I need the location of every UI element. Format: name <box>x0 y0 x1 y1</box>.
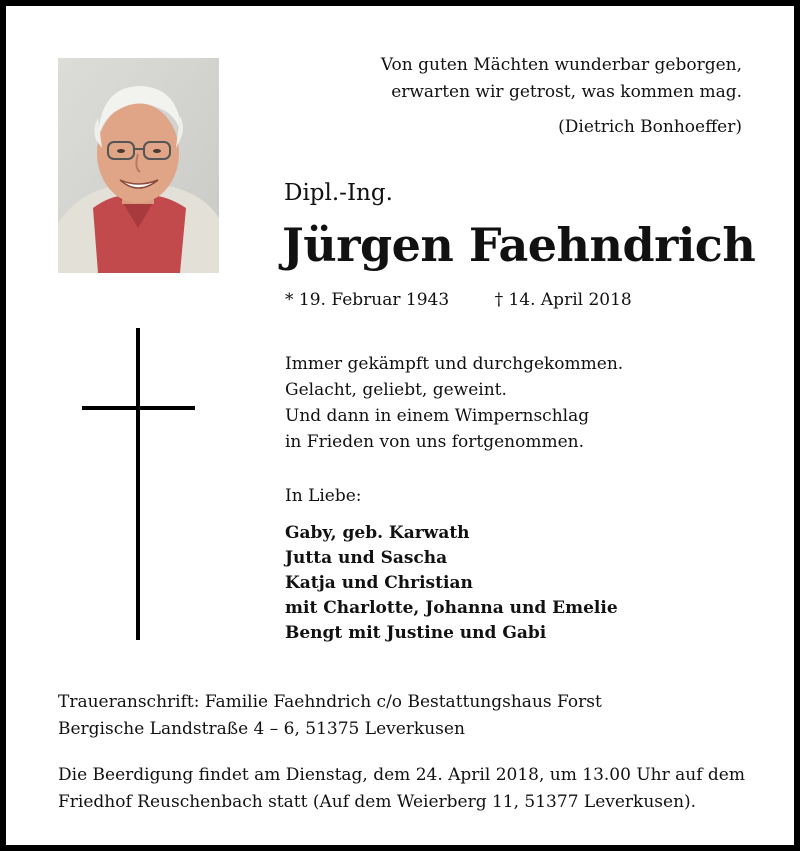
quote-line: erwarten wir getrost, was kommen mag. <box>391 82 742 102</box>
bonhoeffer-quote <box>381 52 742 141</box>
mourning-address <box>58 689 602 743</box>
mourner-entry: Gaby, geb. Karwath <box>285 523 470 543</box>
death-date: † 14. April 2018 <box>494 290 632 310</box>
latin-cross-icon <box>82 328 195 640</box>
poem-line: in Frieden von uns fortgenommen. <box>285 432 584 452</box>
mourner-entry: Jutta und Sascha <box>285 548 448 568</box>
in-love-label: In Liebe: <box>285 486 362 506</box>
deceased-name: Jürgen Faehndrich <box>282 218 756 272</box>
mourner-entry: mit Charlotte, Johanna und Emelie <box>285 598 618 618</box>
funeral-line: Die Beerdigung findet am Dienstag, dem 24. April 2018, um 13.00 Uhr auf dem <box>58 765 745 785</box>
funeral-line: Friedhof Reuschenbach statt (Auf dem Weierberg 11, 51377 Leverkusen). <box>58 792 697 812</box>
quote-line: Von guten Mächten wunderbar geborgen, <box>380 55 742 75</box>
cross-vertical-beam <box>136 328 140 640</box>
cross-horizontal-beam <box>82 406 195 410</box>
poem-line: Gelacht, geliebt, geweint. <box>285 380 507 400</box>
poem-line: Und dann in einem Wimpernschlag <box>285 406 590 426</box>
mourners-list <box>285 521 618 646</box>
birth-date: * 19. Februar 1943 <box>285 290 450 310</box>
memorial-poem <box>285 351 623 455</box>
address-line: Bergische Landstraße 4 – 6, 51375 Leverkusen <box>58 719 465 739</box>
mourner-entry: Katja und Christian <box>285 573 473 593</box>
life-dates <box>285 290 632 310</box>
address-line: Traueranschrift: Familie Faehndrich c/o Bestattungshaus Forst <box>58 692 602 712</box>
funeral-announcement <box>58 762 745 816</box>
poem-line: Immer gekämpft und durchgekommen. <box>285 354 624 374</box>
portrait-photo <box>58 58 219 273</box>
academic-title: Dipl.-Ing. <box>284 180 393 206</box>
quote-author: (Dietrich Bonhoeffer) <box>558 117 742 137</box>
mourner-entry: Bengt mit Justine und Gabi <box>285 623 547 643</box>
